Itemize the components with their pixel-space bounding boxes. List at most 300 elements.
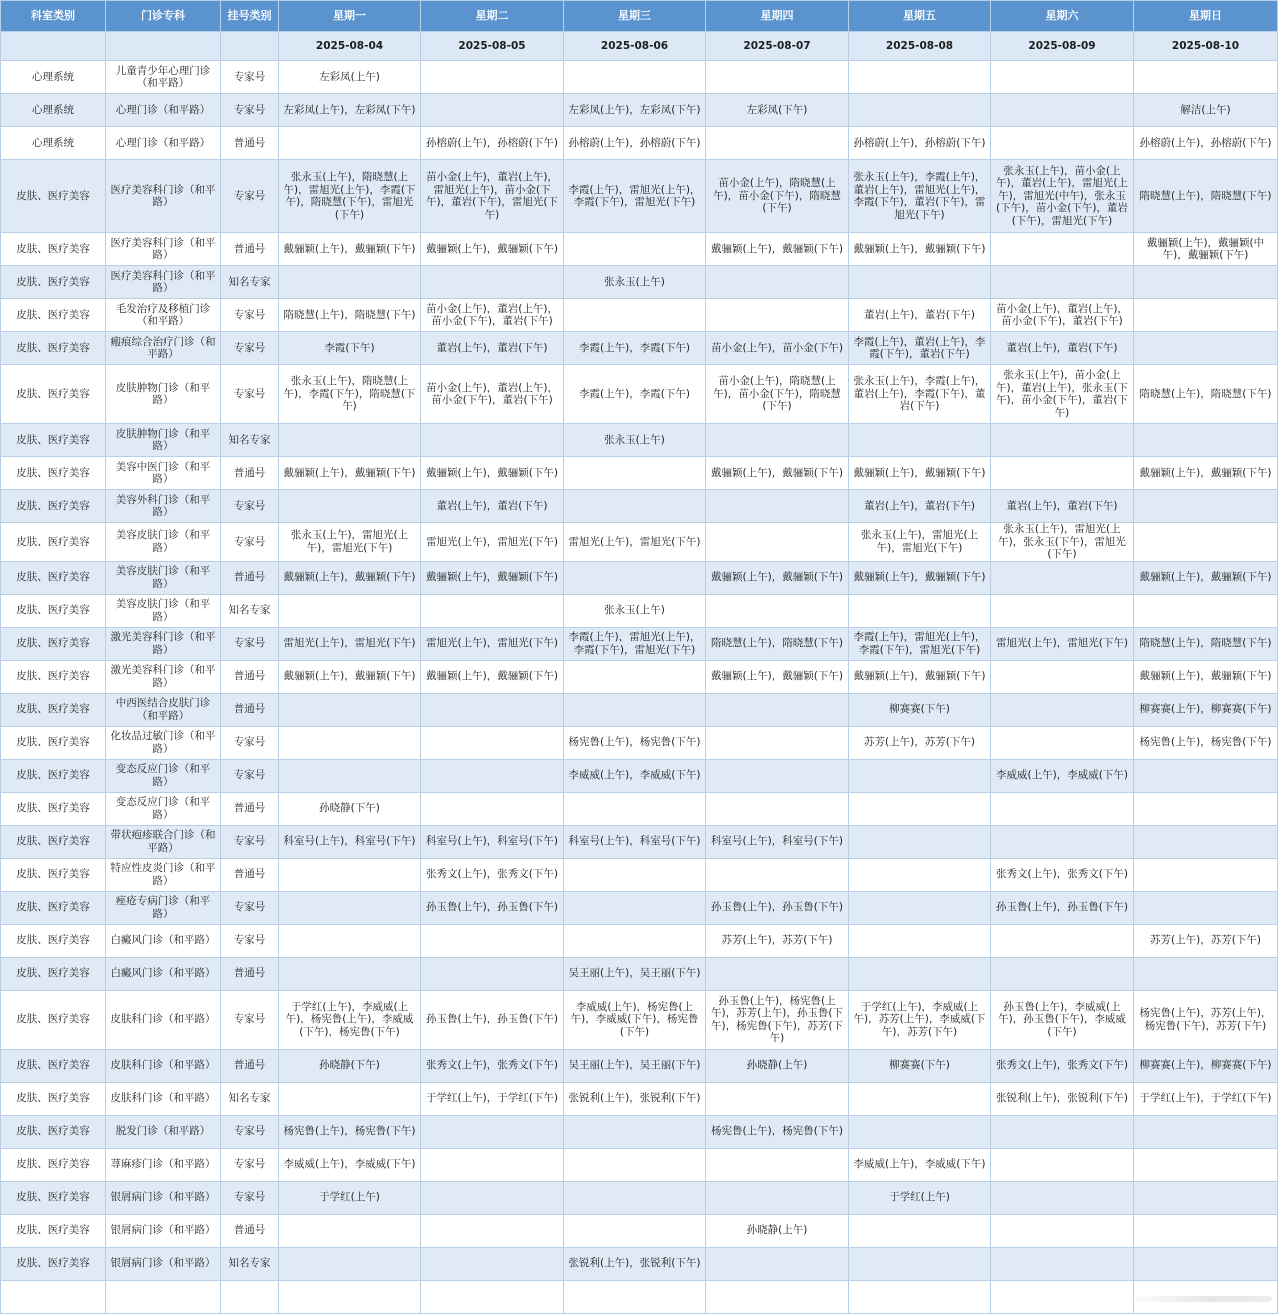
slot-cell-thursday[interactable]: 科室号(上午)，科室号(下午) bbox=[706, 825, 849, 858]
slot-cell-friday bbox=[849, 858, 991, 891]
slot-cell-tuesday[interactable]: 董岩(上午)，董岩(下午) bbox=[421, 490, 564, 523]
table-row bbox=[1, 160, 1278, 233]
slot-cell-wednesday[interactable]: 李威威(上午)，杨宪鲁(上午)，李威威(下午)，杨宪鲁(下午) bbox=[564, 990, 706, 1049]
department-cell: 皮肤、医疗美容 bbox=[1, 594, 106, 627]
slot-cell-wednesday bbox=[564, 924, 706, 957]
reg-type-cell: 普通号 bbox=[221, 561, 279, 594]
slot-cell-monday bbox=[279, 594, 421, 627]
slot-cell-monday[interactable]: 左彩凤(上午)，左彩凤(下午) bbox=[279, 94, 421, 127]
slot-cell-tuesday bbox=[421, 1280, 564, 1313]
col-header-monday: 星期一 bbox=[279, 1, 421, 32]
slot-cell-saturday[interactable]: 孙玉鲁(上午)，孙玉鲁(下午) bbox=[991, 891, 1134, 924]
slot-cell-tuesday[interactable]: 张秀文(上午)，张秀文(下午) bbox=[421, 858, 564, 891]
slot-cell-tuesday[interactable]: 孙榕蔚(上午)，孙榕蔚(下午) bbox=[421, 127, 564, 160]
clinic-cell: 银屑病门诊（和平路） bbox=[106, 1247, 221, 1280]
slot-cell-tuesday[interactable]: 雷旭光(上午)，雷旭光(下午) bbox=[421, 523, 564, 562]
table-row bbox=[1, 1280, 1278, 1313]
slot-cell-friday[interactable]: 李霞(上午)，董岩(上午)，李霞(下午)，董岩(下午) bbox=[849, 332, 991, 365]
reg-type-cell: 专家号 bbox=[221, 759, 279, 792]
clinic-cell: 医疗美容科门诊（和平路） bbox=[106, 266, 221, 299]
slot-cell-saturday bbox=[991, 792, 1134, 825]
slot-cell-wednesday[interactable]: 李霞(上午)，雷旭光(上午)，李霞(下午)，雷旭光(下午) bbox=[564, 627, 706, 660]
clinic-cell: 激光美容科门诊（和平路） bbox=[106, 660, 221, 693]
slot-cell-wednesday[interactable]: 杨宪鲁(上午)，杨宪鲁(下午) bbox=[564, 726, 706, 759]
clinic-cell: 银屑病门诊（和平路） bbox=[106, 1181, 221, 1214]
slot-cell-saturday[interactable]: 董岩(上午)，董岩(下午) bbox=[991, 490, 1134, 523]
date-blank bbox=[1, 32, 106, 61]
slot-cell-monday bbox=[279, 891, 421, 924]
col-header-friday: 星期五 bbox=[849, 1, 991, 32]
slot-cell-friday[interactable]: 董岩(上午)，董岩(下午) bbox=[849, 299, 991, 332]
slot-cell-friday[interactable]: 张永玉(上午)，李霞(上午)，董岩(上午)，雷旭光(上午)，李霞(下午)，董岩(下午)，雷旭光(下午) bbox=[849, 160, 991, 233]
department-cell: 皮肤、医疗美容 bbox=[1, 924, 106, 957]
slot-cell-wednesday[interactable]: 李威威(上午)，李威威(下午) bbox=[564, 759, 706, 792]
slot-cell-wednesday[interactable]: 科室号(上午)，科室号(下午) bbox=[564, 825, 706, 858]
clinic-cell: 变态反应门诊（和平路） bbox=[106, 792, 221, 825]
table-row bbox=[1, 891, 1278, 924]
slot-cell-tuesday[interactable]: 戴骊颖(上午)，戴骊颖(下午) bbox=[421, 660, 564, 693]
slot-cell-saturday[interactable]: 张永玉(上午)，苗小金(上午)，董岩(上午)，雷旭光(上午)，雷旭光(中午)，张永玉(下午)，苗小金(下午)，董岩(下午)，雷旭光(下午) bbox=[991, 160, 1134, 233]
department-cell: 皮肤、医疗美容 bbox=[1, 891, 106, 924]
slot-cell-tuesday bbox=[421, 1148, 564, 1181]
slot-cell-thursday bbox=[706, 957, 849, 990]
clinic-cell: 激光美容科门诊（和平路） bbox=[106, 627, 221, 660]
slot-cell-wednesday bbox=[564, 233, 706, 266]
slot-cell-sunday bbox=[1134, 1181, 1278, 1214]
slot-cell-monday[interactable]: 张永玉(上午)，隋晓慧(上午)，雷旭光(上午)，李霞(下午)，隋晓慧(下午)，雷旭光(下午) bbox=[279, 160, 421, 233]
clinic-cell: 特应性皮炎门诊（和平路） bbox=[106, 858, 221, 891]
slot-cell-saturday bbox=[991, 726, 1134, 759]
slot-cell-thursday[interactable]: 戴骊颖(上午)，戴骊颖(下午) bbox=[706, 233, 849, 266]
reg-type-cell: 专家号 bbox=[221, 825, 279, 858]
slot-cell-friday bbox=[849, 759, 991, 792]
slot-cell-saturday[interactable]: 董岩(上午)，董岩(下午) bbox=[991, 332, 1134, 365]
slot-cell-wednesday[interactable]: 李霞(上午)，李霞(下午) bbox=[564, 365, 706, 424]
slot-cell-thursday bbox=[706, 490, 849, 523]
table-row bbox=[1, 523, 1278, 562]
reg-type-cell: 知名专家 bbox=[221, 1082, 279, 1115]
slot-cell-sunday[interactable]: 解洁(上午) bbox=[1134, 94, 1278, 127]
slot-cell-thursday[interactable]: 杨宪鲁(上午)，杨宪鲁(下午) bbox=[706, 1115, 849, 1148]
slot-cell-thursday[interactable]: 孙玉鲁(上午)，杨宪鲁(上午)，苏芳(上午)，孙玉鲁(下午)，杨宪鲁(下午)，苏芳(下午) bbox=[706, 990, 849, 1049]
slot-cell-sunday[interactable]: 戴骊颖(上午)，戴骊颖(下午) bbox=[1134, 457, 1278, 490]
slot-cell-saturday bbox=[991, 957, 1134, 990]
slot-cell-thursday bbox=[706, 594, 849, 627]
slot-cell-wednesday[interactable]: 吴王丽(上午)，吴王丽(下午) bbox=[564, 1049, 706, 1082]
slot-cell-sunday bbox=[1134, 957, 1278, 990]
slot-cell-sunday[interactable]: 杨宪鲁(上午)，杨宪鲁(下午) bbox=[1134, 726, 1278, 759]
table-row bbox=[1, 594, 1278, 627]
slot-cell-tuesday[interactable]: 苗小金(上午)，董岩(上午)，雷旭光(上午)，苗小金(下午)，董岩(下午)，雷旭光(下午) bbox=[421, 160, 564, 233]
slot-cell-sunday bbox=[1134, 825, 1278, 858]
slot-cell-saturday bbox=[991, 1148, 1134, 1181]
slot-cell-monday[interactable]: 戴骊颖(上午)，戴骊颖(下午) bbox=[279, 457, 421, 490]
slot-cell-tuesday[interactable]: 戴骊颖(上午)，戴骊颖(下午) bbox=[421, 457, 564, 490]
slot-cell-thursday[interactable]: 苏芳(上午)，苏芳(下午) bbox=[706, 924, 849, 957]
slot-cell-tuesday[interactable]: 于学红(上午)，于学红(下午) bbox=[421, 1082, 564, 1115]
clinic-cell: 儿童青少年心理门诊（和平路） bbox=[106, 61, 221, 94]
slot-cell-sunday bbox=[1134, 299, 1278, 332]
slot-cell-saturday bbox=[991, 660, 1134, 693]
slot-cell-monday[interactable]: 戴骊颖(上午)，戴骊颖(下午) bbox=[279, 233, 421, 266]
slot-cell-saturday bbox=[991, 693, 1134, 726]
slot-cell-tuesday[interactable]: 孙玉鲁(上午)，孙玉鲁(下午) bbox=[421, 891, 564, 924]
department-cell: 皮肤、医疗美容 bbox=[1, 561, 106, 594]
department-cell: 皮肤、医疗美容 bbox=[1, 1082, 106, 1115]
slot-cell-friday bbox=[849, 1280, 991, 1313]
department-cell: 皮肤、医疗美容 bbox=[1, 660, 106, 693]
clinic-cell: 美容外科门诊（和平路） bbox=[106, 490, 221, 523]
slot-cell-tuesday[interactable]: 科室号(上午)，科室号(下午) bbox=[421, 825, 564, 858]
clinic-cell: 心理门诊（和平路） bbox=[106, 127, 221, 160]
table-row bbox=[1, 858, 1278, 891]
reg-type-cell: 专家号 bbox=[221, 490, 279, 523]
slot-cell-tuesday bbox=[421, 61, 564, 94]
slot-cell-monday bbox=[279, 726, 421, 759]
slot-cell-wednesday[interactable]: 张锐利(上午)，张锐利(下午) bbox=[564, 1082, 706, 1115]
slot-cell-friday bbox=[849, 825, 991, 858]
clinic-cell: 皮肤肿物门诊（和平路） bbox=[106, 424, 221, 457]
slot-cell-tuesday bbox=[421, 792, 564, 825]
reg-type-cell: 普通号 bbox=[221, 457, 279, 490]
slot-cell-wednesday bbox=[564, 1214, 706, 1247]
slot-cell-thursday bbox=[706, 693, 849, 726]
slot-cell-friday[interactable]: 李威威(上午)，李威威(下午) bbox=[849, 1148, 991, 1181]
slot-cell-friday bbox=[849, 1214, 991, 1247]
horizontal-scrollbar[interactable] bbox=[1122, 1296, 1272, 1302]
slot-cell-tuesday[interactable]: 苗小金(上午)，董岩(上午)，苗小金(下午)，董岩(下午) bbox=[421, 299, 564, 332]
date-monday: 2025-08-04 bbox=[279, 32, 421, 61]
slot-cell-saturday bbox=[991, 1247, 1134, 1280]
table-row bbox=[1, 266, 1278, 299]
department-cell: 皮肤、医疗美容 bbox=[1, 825, 106, 858]
table-row bbox=[1, 792, 1278, 825]
slot-cell-tuesday[interactable]: 戴骊颖(上午)，戴骊颖(下午) bbox=[421, 233, 564, 266]
reg-type-cell: 专家号 bbox=[221, 1181, 279, 1214]
slot-cell-sunday bbox=[1134, 1214, 1278, 1247]
department-cell: 皮肤、医疗美容 bbox=[1, 792, 106, 825]
slot-cell-sunday[interactable]: 柳赛赛(上午)，柳赛赛(下午) bbox=[1134, 693, 1278, 726]
clinic-cell: 痤疮专病门诊（和平路） bbox=[106, 891, 221, 924]
date-saturday: 2025-08-09 bbox=[991, 32, 1134, 61]
department-cell: 心理系统 bbox=[1, 127, 106, 160]
clinic-cell: 白癜风门诊（和平路） bbox=[106, 924, 221, 957]
slot-cell-thursday[interactable]: 隋晓慧(上午)，隋晓慧(下午) bbox=[706, 627, 849, 660]
reg-type-cell: 专家号 bbox=[221, 891, 279, 924]
table-row bbox=[1, 1148, 1278, 1181]
slot-cell-saturday[interactable]: 雷旭光(上午)，雷旭光(下午) bbox=[991, 627, 1134, 660]
slot-cell-saturday[interactable]: 李威威(上午)，李威威(下午) bbox=[991, 759, 1134, 792]
col-header-department: 科室类别 bbox=[1, 1, 106, 32]
clinic-cell: 医疗美容科门诊（和平路） bbox=[106, 160, 221, 233]
slot-cell-monday bbox=[279, 424, 421, 457]
slot-cell-saturday[interactable]: 张永玉(上午)，雷旭光(上午)，张永玉(下午)，雷旭光(下午) bbox=[991, 523, 1134, 562]
slot-cell-sunday[interactable]: 孙榕蔚(上午)，孙榕蔚(下午) bbox=[1134, 127, 1278, 160]
slot-cell-tuesday bbox=[421, 957, 564, 990]
clinic-cell: 白癜风门诊（和平路） bbox=[106, 957, 221, 990]
slot-cell-wednesday bbox=[564, 299, 706, 332]
slot-cell-sunday[interactable]: 柳赛赛(上午)，柳赛赛(下午) bbox=[1134, 1049, 1278, 1082]
slot-cell-friday bbox=[849, 1247, 991, 1280]
slot-cell-sunday bbox=[1134, 792, 1278, 825]
table-row bbox=[1, 233, 1278, 266]
slot-cell-sunday bbox=[1134, 490, 1278, 523]
slot-cell-monday bbox=[279, 1214, 421, 1247]
slot-cell-thursday[interactable]: 苗小金(上午)，苗小金(下午) bbox=[706, 332, 849, 365]
department-cell: 皮肤、医疗美容 bbox=[1, 990, 106, 1049]
slot-cell-friday[interactable]: 苏芳(上午)，苏芳(下午) bbox=[849, 726, 991, 759]
slot-cell-tuesday[interactable]: 张秀文(上午)，张秀文(下午) bbox=[421, 1049, 564, 1082]
slot-cell-friday[interactable]: 于学红(上午) bbox=[849, 1181, 991, 1214]
slot-cell-monday[interactable]: 张永玉(上午)，隋晓慧(上午)，李霞(下午)，隋晓慧(下午) bbox=[279, 365, 421, 424]
department-cell: 皮肤、医疗美容 bbox=[1, 233, 106, 266]
slot-cell-wednesday[interactable]: 张锐利(上午)，张锐利(下午) bbox=[564, 1247, 706, 1280]
slot-cell-thursday[interactable]: 孙晓静(上午) bbox=[706, 1049, 849, 1082]
slot-cell-sunday[interactable]: 隋晓慧(上午)，隋晓慧(下午) bbox=[1134, 160, 1278, 233]
slot-cell-saturday bbox=[991, 1181, 1134, 1214]
table-row bbox=[1, 924, 1278, 957]
reg-type-cell: 普通号 bbox=[221, 1049, 279, 1082]
reg-type-cell: 专家号 bbox=[221, 1148, 279, 1181]
department-cell: 皮肤、医疗美容 bbox=[1, 523, 106, 562]
slot-cell-sunday bbox=[1134, 594, 1278, 627]
slot-cell-wednesday bbox=[564, 457, 706, 490]
slot-cell-thursday[interactable]: 戴骊颖(上午)，戴骊颖(下午) bbox=[706, 457, 849, 490]
reg-type-cell: 专家号 bbox=[221, 365, 279, 424]
reg-type-cell: 知名专家 bbox=[221, 1247, 279, 1280]
slot-cell-saturday bbox=[991, 266, 1134, 299]
slot-cell-tuesday[interactable]: 戴骊颖(上午)，戴骊颖(下午) bbox=[421, 561, 564, 594]
reg-type-cell: 知名专家 bbox=[221, 424, 279, 457]
department-cell: 皮肤、医疗美容 bbox=[1, 266, 106, 299]
slot-cell-friday bbox=[849, 1115, 991, 1148]
reg-type-cell: 普通号 bbox=[221, 1214, 279, 1247]
slot-cell-monday bbox=[279, 1280, 421, 1313]
table-row bbox=[1, 1181, 1278, 1214]
slot-cell-sunday[interactable]: 戴骊颖(上午)，戴骊颖(下午) bbox=[1134, 660, 1278, 693]
department-cell: 皮肤、医疗美容 bbox=[1, 457, 106, 490]
slot-cell-tuesday bbox=[421, 1214, 564, 1247]
slot-cell-tuesday[interactable]: 董岩(上午)，董岩(下午) bbox=[421, 332, 564, 365]
slot-cell-wednesday[interactable]: 吴王丽(上午)，吴王丽(下午) bbox=[564, 957, 706, 990]
slot-cell-saturday bbox=[991, 424, 1134, 457]
slot-cell-saturday bbox=[991, 457, 1134, 490]
clinic-cell: 瘢痕综合治疗门诊（和平路） bbox=[106, 332, 221, 365]
slot-cell-monday[interactable]: 于学红(上午) bbox=[279, 1181, 421, 1214]
slot-cell-monday[interactable]: 戴骊颖(上午)，戴骊颖(下午) bbox=[279, 660, 421, 693]
slot-cell-sunday bbox=[1134, 1148, 1278, 1181]
table-row bbox=[1, 1247, 1278, 1280]
clinic-cell: 心理门诊（和平路） bbox=[106, 94, 221, 127]
slot-cell-monday[interactable]: 于学红(上午)，李威威(上午)，杨宪鲁(上午)，李威威(下午)，杨宪鲁(下午) bbox=[279, 990, 421, 1049]
slot-cell-friday[interactable]: 戴骊颖(上午)，戴骊颖(下午) bbox=[849, 233, 991, 266]
clinic-cell: 荨麻疹门诊（和平路） bbox=[106, 1148, 221, 1181]
department-cell: 皮肤、医疗美容 bbox=[1, 299, 106, 332]
slot-cell-monday[interactable]: 左彩凤(上午) bbox=[279, 61, 421, 94]
slot-cell-wednesday bbox=[564, 858, 706, 891]
slot-cell-saturday[interactable]: 张锐利(上午)，张锐利(下午) bbox=[991, 1082, 1134, 1115]
slot-cell-saturday bbox=[991, 594, 1134, 627]
slot-cell-wednesday bbox=[564, 792, 706, 825]
date-tuesday: 2025-08-05 bbox=[421, 32, 564, 61]
reg-type-cell: 专家号 bbox=[221, 627, 279, 660]
col-header-reg-type: 挂号类别 bbox=[221, 1, 279, 32]
slot-cell-sunday[interactable]: 隋晓慧(上午)，隋晓慧(下午) bbox=[1134, 627, 1278, 660]
slot-cell-wednesday[interactable]: 李霞(上午)，李霞(下午) bbox=[564, 332, 706, 365]
reg-type-cell bbox=[221, 1280, 279, 1313]
slot-cell-saturday bbox=[991, 94, 1134, 127]
slot-cell-thursday[interactable]: 左彩凤(下午) bbox=[706, 94, 849, 127]
slot-cell-wednesday[interactable]: 孙榕蔚(上午)，孙榕蔚(下午) bbox=[564, 127, 706, 160]
slot-cell-monday bbox=[279, 924, 421, 957]
slot-cell-thursday[interactable]: 戴骊颖(上午)，戴骊颖(下午) bbox=[706, 660, 849, 693]
slot-cell-saturday bbox=[991, 127, 1134, 160]
clinic-cell: 皮肤科门诊（和平路） bbox=[106, 1082, 221, 1115]
department-cell: 皮肤、医疗美容 bbox=[1, 332, 106, 365]
slot-cell-tuesday bbox=[421, 726, 564, 759]
slot-cell-thursday[interactable]: 戴骊颖(上午)，戴骊颖(下午) bbox=[706, 561, 849, 594]
slot-cell-friday[interactable]: 戴骊颖(上午)，戴骊颖(下午) bbox=[849, 660, 991, 693]
slot-cell-thursday[interactable]: 孙玉鲁(上午)，孙玉鲁(下午) bbox=[706, 891, 849, 924]
slot-cell-wednesday[interactable]: 张永玉(上午) bbox=[564, 424, 706, 457]
slot-cell-tuesday bbox=[421, 693, 564, 726]
slot-cell-saturday[interactable]: 苗小金(上午)，董岩(上午)，苗小金(下午)，董岩(下午) bbox=[991, 299, 1134, 332]
slot-cell-thursday[interactable]: 孙晓静(上午) bbox=[706, 1214, 849, 1247]
slot-cell-tuesday bbox=[421, 594, 564, 627]
table-row bbox=[1, 1049, 1278, 1082]
slot-cell-saturday[interactable]: 张秀文(上午)，张秀文(下午) bbox=[991, 1049, 1134, 1082]
slot-cell-saturday[interactable]: 孙玉鲁(上午)，李威威(上午)，孙玉鲁(下午)，李威威(下午) bbox=[991, 990, 1134, 1049]
reg-type-cell: 普通号 bbox=[221, 127, 279, 160]
slot-cell-friday[interactable]: 董岩(上午)，董岩(下午) bbox=[849, 490, 991, 523]
header-row bbox=[1, 1, 1278, 32]
slot-cell-sunday bbox=[1134, 891, 1278, 924]
reg-type-cell: 专家号 bbox=[221, 299, 279, 332]
slot-cell-wednesday[interactable]: 雷旭光(上午)，雷旭光(下午) bbox=[564, 523, 706, 562]
slot-cell-thursday bbox=[706, 127, 849, 160]
table-row bbox=[1, 490, 1278, 523]
slot-cell-monday bbox=[279, 266, 421, 299]
slot-cell-tuesday[interactable]: 孙玉鲁(上午)，孙玉鲁(下午) bbox=[421, 990, 564, 1049]
slot-cell-friday[interactable]: 柳赛赛(下午) bbox=[849, 1049, 991, 1082]
slot-cell-friday[interactable]: 孙榕蔚(上午)，孙榕蔚(下午) bbox=[849, 127, 991, 160]
slot-cell-wednesday bbox=[564, 61, 706, 94]
department-cell: 皮肤、医疗美容 bbox=[1, 627, 106, 660]
department-cell: 皮肤、医疗美容 bbox=[1, 1214, 106, 1247]
department-cell: 心理系统 bbox=[1, 61, 106, 94]
slot-cell-monday bbox=[279, 957, 421, 990]
slot-cell-monday[interactable]: 戴骊颖(上午)，戴骊颖(下午) bbox=[279, 561, 421, 594]
slot-cell-sunday[interactable]: 于学红(上午)，于学红(下午) bbox=[1134, 1082, 1278, 1115]
slot-cell-friday bbox=[849, 424, 991, 457]
slot-cell-saturday[interactable]: 张永玉(上午)，苗小金(上午)，董岩(上午)，张永玉(下午)，苗小金(下午)，董岩(下午) bbox=[991, 365, 1134, 424]
slot-cell-monday[interactable]: 科室号(上午)，科室号(下午) bbox=[279, 825, 421, 858]
slot-cell-friday bbox=[849, 1082, 991, 1115]
slot-cell-monday[interactable]: 李霞(下午) bbox=[279, 332, 421, 365]
slot-cell-sunday[interactable]: 戴骊颖(上午)，戴骊颖(下午) bbox=[1134, 561, 1278, 594]
reg-type-cell: 专家号 bbox=[221, 332, 279, 365]
slot-cell-sunday[interactable]: 杨宪鲁(上午)，苏芳(上午)，杨宪鲁(下午)，苏芳(下午) bbox=[1134, 990, 1278, 1049]
slot-cell-saturday bbox=[991, 1280, 1134, 1313]
slot-cell-thursday[interactable]: 苗小金(上午)，隋晓慧(上午)，苗小金(下午)，隋晓慧(下午) bbox=[706, 365, 849, 424]
slot-cell-monday[interactable]: 杨宪鲁(上午)，杨宪鲁(下午) bbox=[279, 1115, 421, 1148]
department-cell: 皮肤、医疗美容 bbox=[1, 490, 106, 523]
table-row bbox=[1, 61, 1278, 94]
department-cell bbox=[1, 1280, 106, 1313]
slot-cell-wednesday[interactable]: 张永玉(上午) bbox=[564, 266, 706, 299]
slot-cell-tuesday[interactable]: 苗小金(上午)，董岩(上午)，苗小金(下午)，董岩(下午) bbox=[421, 365, 564, 424]
slot-cell-friday[interactable]: 于学红(上午)，李威威(上午)，苏芳(上午)，李威威(下午)，苏芳(下午) bbox=[849, 990, 991, 1049]
slot-cell-thursday bbox=[706, 1148, 849, 1181]
slot-cell-sunday bbox=[1134, 1115, 1278, 1148]
slot-cell-saturday bbox=[991, 233, 1134, 266]
department-cell: 皮肤、医疗美容 bbox=[1, 160, 106, 233]
table-row bbox=[1, 299, 1278, 332]
reg-type-cell: 普通号 bbox=[221, 957, 279, 990]
col-header-thursday: 星期四 bbox=[706, 1, 849, 32]
department-cell: 皮肤、医疗美容 bbox=[1, 858, 106, 891]
slot-cell-thursday[interactable]: 苗小金(上午)，隋晓慧(上午)，苗小金(下午)，隋晓慧(下午) bbox=[706, 160, 849, 233]
slot-cell-wednesday bbox=[564, 693, 706, 726]
slot-cell-monday[interactable]: 张永玉(上午)，雷旭光(上午)，雷旭光(下午) bbox=[279, 523, 421, 562]
reg-type-cell: 普通号 bbox=[221, 792, 279, 825]
slot-cell-saturday[interactable]: 张秀文(上午)，张秀文(下午) bbox=[991, 858, 1134, 891]
slot-cell-monday[interactable]: 隋晓慧(上午)，隋晓慧(下午) bbox=[279, 299, 421, 332]
slot-cell-tuesday bbox=[421, 1247, 564, 1280]
slot-cell-friday[interactable]: 戴骊颖(上午)，戴骊颖(下午) bbox=[849, 457, 991, 490]
slot-cell-sunday[interactable]: 戴骊颖(上午)，戴骊颖(中午)，戴骊颖(下午) bbox=[1134, 233, 1278, 266]
reg-type-cell: 专家号 bbox=[221, 1115, 279, 1148]
slot-cell-tuesday[interactable]: 雷旭光(上午)，雷旭光(下午) bbox=[421, 627, 564, 660]
slot-cell-sunday[interactable]: 苏芳(上午)，苏芳(下午) bbox=[1134, 924, 1278, 957]
slot-cell-sunday bbox=[1134, 858, 1278, 891]
clinic-cell: 中西医结合皮肤门诊（和平路） bbox=[106, 693, 221, 726]
reg-type-cell: 专家号 bbox=[221, 523, 279, 562]
slot-cell-friday[interactable]: 李霞(上午)，雷旭光(上午)，李霞(下午)，雷旭光(下午) bbox=[849, 627, 991, 660]
table-row bbox=[1, 1214, 1278, 1247]
slot-cell-friday[interactable]: 戴骊颖(上午)，戴骊颖(下午) bbox=[849, 561, 991, 594]
slot-cell-friday[interactable]: 柳赛赛(下午) bbox=[849, 693, 991, 726]
reg-type-cell: 知名专家 bbox=[221, 266, 279, 299]
reg-type-cell: 知名专家 bbox=[221, 594, 279, 627]
slot-cell-monday[interactable]: 雷旭光(上午)，雷旭光(下午) bbox=[279, 627, 421, 660]
slot-cell-monday bbox=[279, 1082, 421, 1115]
reg-type-cell: 专家号 bbox=[221, 924, 279, 957]
reg-type-cell: 普通号 bbox=[221, 693, 279, 726]
slot-cell-sunday bbox=[1134, 424, 1278, 457]
slot-cell-thursday bbox=[706, 299, 849, 332]
slot-cell-monday[interactable]: 孙晓静(下午) bbox=[279, 792, 421, 825]
table-row bbox=[1, 424, 1278, 457]
department-cell: 皮肤、医疗美容 bbox=[1, 365, 106, 424]
slot-cell-monday[interactable]: 李威威(上午)，李威威(下午) bbox=[279, 1148, 421, 1181]
slot-cell-monday[interactable]: 孙晓静(下午) bbox=[279, 1049, 421, 1082]
slot-cell-wednesday[interactable]: 张永玉(上午) bbox=[564, 594, 706, 627]
slot-cell-sunday[interactable]: 隋晓慧(上午)，隋晓慧(下午) bbox=[1134, 365, 1278, 424]
slot-cell-wednesday[interactable]: 李霞(上午)，雷旭光(上午)，李霞(下午)，雷旭光(下午) bbox=[564, 160, 706, 233]
slot-cell-wednesday[interactable]: 左彩凤(上午)，左彩凤(下午) bbox=[564, 94, 706, 127]
clinic-cell: 银屑病门诊（和平路） bbox=[106, 1214, 221, 1247]
slot-cell-tuesday bbox=[421, 1115, 564, 1148]
slot-cell-thursday bbox=[706, 858, 849, 891]
clinic-cell: 皮肤科门诊（和平路） bbox=[106, 1049, 221, 1082]
table-row bbox=[1, 990, 1278, 1049]
slot-cell-friday[interactable]: 张永玉(上午)，雷旭光(上午)，雷旭光(下午) bbox=[849, 523, 991, 562]
clinic-cell: 皮肤科门诊（和平路） bbox=[106, 990, 221, 1049]
slot-cell-thursday bbox=[706, 759, 849, 792]
slot-cell-friday[interactable]: 张永玉(上午)，李霞(上午)，董岩(上午)，李霞(下午)，董岩(下午) bbox=[849, 365, 991, 424]
schedule-body bbox=[1, 61, 1278, 1314]
